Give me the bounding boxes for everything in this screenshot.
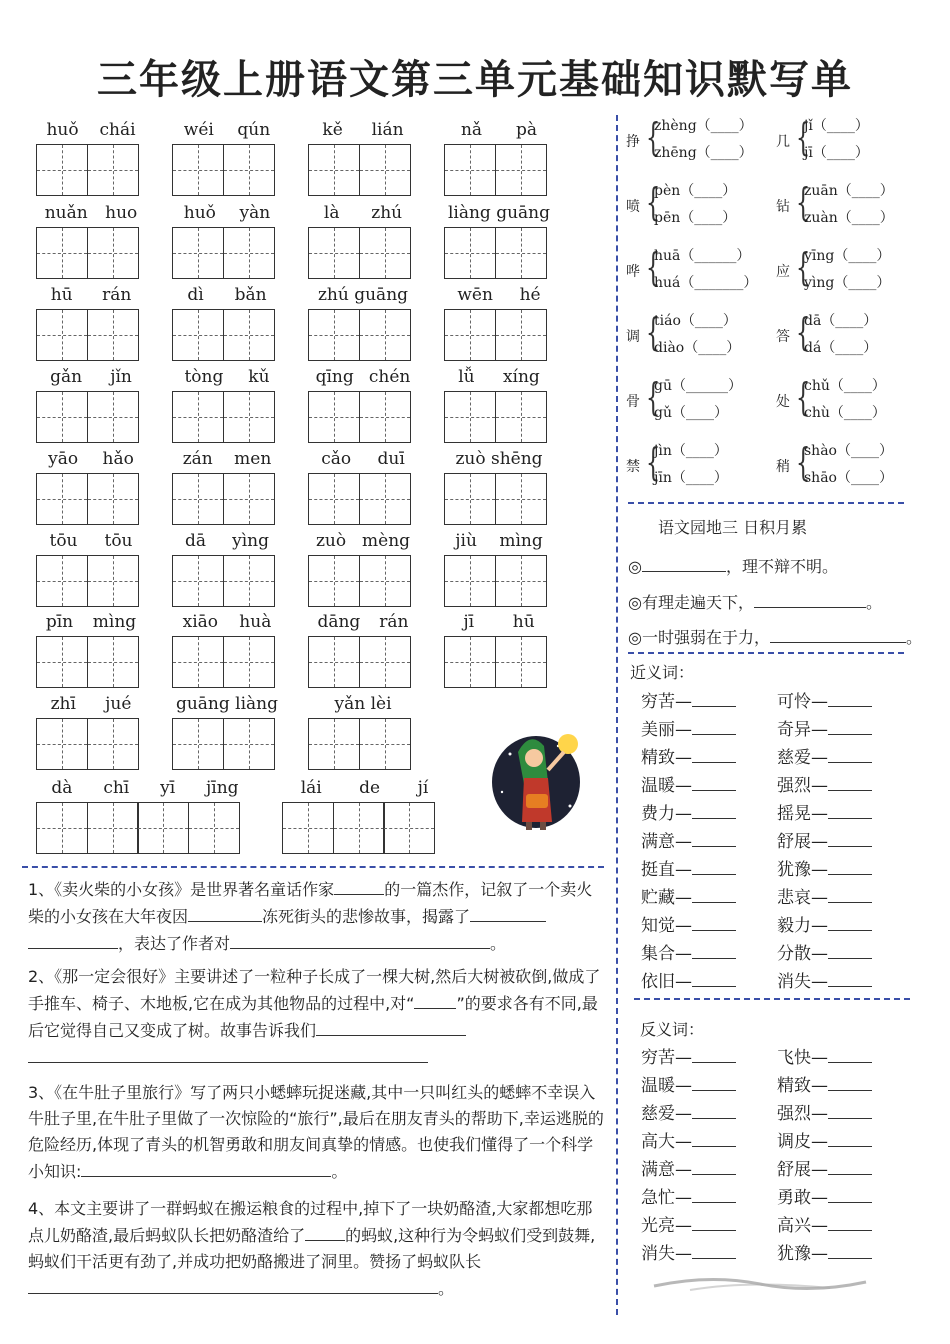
synonyms-heading: 近义词： [630,663,695,682]
writing-box[interactable] [495,636,547,688]
question-1: 1、《卖火柴的小女孩》是世界著名童话作家 的一篇杰作，记叙了一个卖火柴的小女孩在大年夜因 冻死街头的悲惨故事，揭露了，表达了作者对 。 [28,876,608,957]
answer-blank[interactable] [828,802,872,819]
word-item: 贮藏— [641,883,736,908]
reading-1[interactable]: tiáo（____） [654,313,737,329]
writing-box[interactable] [359,555,411,607]
word-item: 慈爱— [641,1099,736,1124]
writing-box[interactable] [36,391,88,443]
writing-box[interactable] [383,802,435,854]
reading-1[interactable]: shào（____） [804,443,893,459]
writing-box[interactable] [223,718,275,770]
pinyin-syllable: qīng [315,367,354,387]
writing-box[interactable] [36,473,88,525]
pinyin-syllable: lián [371,120,404,140]
brace-icon: { [795,245,811,289]
word-item: 舒展— [777,827,872,852]
word-item: 集合— [641,939,736,964]
word-item: 温暖— [641,771,736,796]
answer-blank[interactable] [828,858,872,875]
writing-box[interactable] [87,555,139,607]
garden-line-3: ◎一时强弱在于力， 。 [628,624,938,648]
pinyin-syllable: mèng [362,531,411,551]
pinyin-syllable: chén [368,367,411,387]
writing-box[interactable] [308,391,360,443]
reading-2[interactable]: pēn（____） [654,210,737,226]
word-item: 慈爱— [777,743,872,768]
answer-blank[interactable] [692,746,736,763]
writing-box[interactable] [172,144,224,196]
question-4: 4、本文主要讲了一群蚂蚁在搬运粮食的过程中,掉下了一块奶酪渣,大家都想吃那点儿奶酪渣,最后蚂蚁队长把奶酪渣给了 的蚂蚁,这种行为令蚂蚁们受到鼓舞,蚂蚁们干活更有劲了,并成功把奶酪搬进了洞里。赞扬了蚂蚁队长。 [28,1199,596,1298]
writing-box[interactable] [444,555,496,607]
answer-blank[interactable] [828,1242,872,1259]
writing-box[interactable] [308,473,360,525]
word-item: 消失— [777,967,872,992]
pinyin-syllable: huà [239,612,272,632]
word-item: 舒展— [777,1155,872,1180]
brace-icon: { [645,245,661,289]
answer-blank[interactable] [828,1130,872,1147]
word-item: 奇异— [777,715,872,740]
writing-box[interactable] [172,555,224,607]
brace-icon: { [795,375,811,419]
reading-2[interactable]: zhēng（____） [654,145,753,161]
answer-blank[interactable] [28,1275,438,1294]
writing-box[interactable] [36,227,88,279]
pinyin-syllable: pīn [45,612,74,632]
word-item: 可怜— [777,687,872,712]
writing-box[interactable] [87,309,139,361]
writing-box[interactable] [172,309,224,361]
writing-box[interactable] [495,473,547,525]
pinyin-syllable: gǎn [50,367,83,387]
word-item: 飞快— [777,1043,872,1068]
answer-blank[interactable] [828,690,872,707]
pinyin-syllable: guāng liàng [175,694,279,714]
word-item: 精致— [641,743,736,768]
pinyin-syllable: tōu [49,531,78,551]
answer-blank[interactable] [692,1214,736,1231]
brace-icon: { [795,440,811,484]
pinyin-syllable: hū [512,612,535,632]
writing-box[interactable] [223,473,275,525]
reading-1[interactable]: gū（______） [654,378,742,394]
writing-box[interactable] [87,718,139,770]
answer-blank[interactable] [770,624,906,643]
word-item: 穷苦— [641,1043,736,1068]
answer-blank[interactable] [230,930,490,949]
pinyin-syllable: chī [103,778,130,798]
polyphone-char: 哗 [626,264,640,280]
answer-blank[interactable] [692,858,736,875]
writing-box[interactable] [308,227,360,279]
pinyin-syllable: mìng [499,531,543,551]
writing-box[interactable] [223,636,275,688]
writing-box[interactable] [495,391,547,443]
word-item: 勇敢— [777,1183,872,1208]
reading-2[interactable]: huá（_______） [654,275,758,291]
pinyin-syllable: zhú [371,203,403,223]
answer-blank[interactable] [692,1102,736,1119]
polyphone-char: 处 [776,394,790,410]
polyphone-char: 骨 [626,394,640,410]
writing-box[interactable] [444,636,496,688]
pinyin-syllable: tòng [184,367,224,387]
reading-2[interactable]: yìng（____） [804,275,891,291]
brace-icon: { [795,180,811,224]
answer-blank[interactable] [305,1222,345,1241]
writing-box[interactable] [36,144,88,196]
answer-blank[interactable] [414,990,456,1009]
writing-box[interactable] [308,144,360,196]
writing-box[interactable] [36,802,88,854]
brace-icon: { [645,375,661,419]
word-item: 摇晃— [777,799,872,824]
writing-box[interactable] [444,227,496,279]
answer-blank[interactable] [642,553,726,572]
pinyin-syllable: jué [105,694,132,714]
word-item: 光亮— [641,1211,736,1236]
match-girl-illustration [488,722,588,834]
pinyin-syllable: dà [51,778,73,798]
word-item: 精致— [777,1071,872,1096]
writing-box[interactable] [495,309,547,361]
pinyin-syllable: yǎn lèi [334,694,392,714]
writing-box[interactable] [223,391,275,443]
pinyin-syllable: jiù [455,531,477,551]
pinyin-syllable: qún [237,120,271,140]
answer-blank[interactable] [828,718,872,735]
answer-blank[interactable] [692,1074,736,1091]
reading-1[interactable]: huā（______） [654,248,751,264]
answer-blank[interactable] [828,970,872,987]
pinyin-syllable: dā [185,531,207,551]
garden-line-2: ◎有理走遍天下， 。 [628,589,928,613]
answer-blank[interactable] [188,903,262,922]
writing-box[interactable] [495,227,547,279]
question-3: 3、《在牛肚子里旅行》写了两只小蟋蟀玩捉迷藏,其中一只叫红头的蟋蟀不幸误入牛肚子里,在牛肚子里做了一次惊险的“旅行”,最后在朋友青头的帮助下,幸运逃脱的危险经历,体现了青头的机智勇敢和朋友间真挚的情感。也使我们懂得了一个科学小知识: 。 [28,1083,604,1181]
word-item: 依旧— [641,967,736,992]
polyphone-char: 稍 [776,459,790,475]
writing-box[interactable] [495,144,547,196]
answer-blank[interactable] [828,774,872,791]
pinyin-syllable: huǒ [46,120,79,140]
section-divider [628,502,904,504]
word-item: 犹豫— [777,855,872,880]
answer-blank[interactable] [470,903,546,922]
writing-box[interactable] [308,718,360,770]
word-item: 犹豫— [777,1239,872,1264]
polyphone-char: 禁 [626,459,640,475]
pinyin-syllable: duī [377,449,405,469]
answer-blank[interactable] [692,718,736,735]
word-item: 强烈— [777,771,872,796]
word-item: 费力— [641,799,736,824]
pinyin-syllable: rán [102,285,132,305]
pinyin-syllable: zán [182,449,213,469]
pinyin-syllable: hé [519,285,541,305]
reading-2[interactable]: gǔ（____） [654,405,728,421]
word-item: 温暖— [641,1071,736,1096]
writing-box[interactable] [87,473,139,525]
pinyin-syllable: zhú guāng [317,285,409,305]
answer-blank[interactable] [692,1158,736,1175]
answer-blank[interactable] [28,1044,428,1063]
garden-line-1: ◎ ，理不辩不明。 [628,553,928,577]
section-divider [628,652,904,654]
polyphone-char: 挣 [626,134,640,150]
brace-icon: { [795,310,811,354]
writing-box[interactable] [223,227,275,279]
brace-icon: { [645,115,661,159]
pinyin-syllable: xiāo [182,612,219,632]
pinyin-syllable: tōu [104,531,133,551]
writing-box[interactable] [223,309,275,361]
brace-icon: { [795,115,811,159]
pinyin-syllable: wéi [183,120,214,140]
writing-box[interactable] [223,144,275,196]
pinyin-syllable: bǎn [234,285,267,305]
garden-heading: 语文园地三 日积月累 [658,518,808,537]
word-item: 满意— [641,827,736,852]
pinyin-syllable: zhī [50,694,76,714]
reading-1[interactable]: chǔ（____） [804,378,886,394]
section-divider [22,866,604,868]
writing-box[interactable] [359,227,411,279]
answer-blank[interactable] [828,1074,872,1091]
writing-box[interactable] [333,802,385,854]
pinyin-syllable: huo [105,203,138,223]
answer-blank[interactable] [692,886,736,903]
answer-blank[interactable] [828,746,872,763]
writing-box[interactable] [87,144,139,196]
word-item: 悲哀— [777,883,872,908]
answer-blank[interactable] [316,1017,466,1036]
polyphone-char: 几 [776,134,790,150]
pinyin-syllable: là [323,203,340,223]
answer-blank[interactable] [828,1102,872,1119]
answer-blank[interactable] [754,589,866,608]
pinyin-syllable: lái [300,778,322,798]
brace-icon: { [645,180,661,224]
pinyin-syllable: yāo [48,449,79,469]
brace-icon: { [645,440,661,484]
pinyin-syllable: wēn [457,285,493,305]
answer-blank[interactable] [828,942,872,959]
polyphone-char: 应 [776,264,790,280]
pinyin-syllable: huǒ [183,203,216,223]
word-item: 满意— [641,1155,736,1180]
word-item: 穷苦— [641,687,736,712]
answer-blank[interactable] [692,1130,736,1147]
answer-blank[interactable] [828,1158,872,1175]
pinyin-syllable: men [234,449,272,469]
pinyin-syllable: xíng [502,367,540,387]
word-item: 急忙— [641,1183,736,1208]
brace-icon: { [645,310,661,354]
reading-2[interactable]: jīn（____） [654,470,728,486]
writing-box[interactable] [36,555,88,607]
writing-box[interactable] [172,718,224,770]
word-item: 高兴— [777,1211,872,1236]
writing-box[interactable] [172,227,224,279]
reading-1[interactable]: zuān（____） [804,183,894,199]
writing-box[interactable] [172,636,224,688]
reading-1[interactable]: yīng（____） [804,248,891,264]
writing-box[interactable] [495,555,547,607]
pinyin-syllable: hǎo [102,449,134,469]
pinyin-syllable: rán [379,612,409,632]
polyphone-char: 答 [776,329,790,345]
polyphone-char: 调 [626,329,640,345]
pinyin-syllable: jī [463,612,475,632]
pinyin-syllable: zuò shēng [455,449,543,469]
vertical-divider [616,115,618,1315]
page-title: 三年级上册语文第三单元基础知识默写单 [97,56,853,103]
writing-box[interactable] [359,144,411,196]
pinyin-syllable: lǚ [458,367,475,387]
question-2: 2、《那一定会很好》主要讲述了一粒种子长成了一棵大树,然后大树被砍倒,做成了手推车、椅子、木地板,它在成为其他物品的过程中,对“ ”的要求各有不同,最后它觉得自己又变成了树。故事告诉我们 [28,964,608,1071]
answer-blank[interactable] [828,830,872,847]
answer-blank[interactable] [692,830,736,847]
reading-2[interactable]: dá（____） [804,340,878,356]
word-item: 强烈— [777,1099,872,1124]
writing-box[interactable] [36,309,88,361]
pinyin-syllable: nǎ [460,120,483,140]
word-item: 高大— [641,1127,736,1152]
writing-box[interactable] [188,802,240,854]
answer-blank[interactable] [828,1046,872,1063]
writing-box[interactable] [36,636,88,688]
answer-blank[interactable] [692,802,736,819]
reading-1[interactable]: jìn（____） [654,443,728,459]
writing-box[interactable] [444,391,496,443]
reading-1[interactable]: zhèng（____） [654,118,753,134]
writing-box[interactable] [172,391,224,443]
pinyin-syllable: jīng [206,778,239,798]
word-item: 毅力— [777,911,872,936]
pinyin-syllable: kǔ [248,367,270,387]
reading-2[interactable]: shāo（____） [804,470,893,486]
answer-blank[interactable] [692,690,736,707]
answer-blank[interactable] [692,1046,736,1063]
pinyin-syllable: jí [417,778,429,798]
word-item: 知觉— [641,911,736,936]
pinyin-syllable: zuò [315,531,347,551]
writing-box[interactable] [308,309,360,361]
pinyin-syllable: yìng [232,531,269,551]
writing-box[interactable] [87,391,139,443]
reading-2[interactable]: zuàn（____） [804,210,894,226]
pinyin-syllable: hū [50,285,73,305]
writing-box[interactable] [87,802,139,854]
pinyin-syllable: kě [322,120,343,140]
reading-2[interactable]: chù（____） [804,405,886,421]
answer-blank[interactable] [692,774,736,791]
writing-box[interactable] [359,309,411,361]
writing-box[interactable] [359,636,411,688]
writing-box[interactable] [359,718,411,770]
pinyin-syllable: pà [516,120,538,140]
writing-box[interactable] [444,309,496,361]
reading-2[interactable]: diào（____） [654,340,741,356]
pinyin-syllable: jǐn [110,367,132,387]
pinyin-syllable: chái [99,120,136,140]
word-item: 消失— [641,1239,736,1264]
writing-box[interactable] [308,636,360,688]
writing-box[interactable] [172,473,224,525]
writing-box[interactable] [444,144,496,196]
ink-brush-decoration [650,1270,870,1296]
writing-box[interactable] [137,802,189,854]
answer-blank[interactable] [28,930,118,949]
answer-blank[interactable] [692,1242,736,1259]
writing-box[interactable] [223,555,275,607]
pinyin-syllable: nuǎn [44,203,88,223]
pinyin-syllable: de [359,778,381,798]
polyphone-char: 钻 [776,199,790,215]
reading-1[interactable]: pèn（____） [654,183,737,199]
writing-box[interactable] [87,636,139,688]
writing-box[interactable] [36,718,88,770]
pinyin-syllable: dì [187,285,204,305]
section-divider [634,998,910,1000]
writing-box[interactable] [359,391,411,443]
answer-blank[interactable] [81,1158,331,1177]
answer-blank[interactable] [828,1214,872,1231]
pinyin-syllable: yī [160,778,176,798]
writing-box[interactable] [359,473,411,525]
pinyin-syllable: mìng [92,612,137,632]
answer-blank[interactable] [692,970,736,987]
answer-blank[interactable] [692,942,736,959]
pinyin-syllable: yàn [239,203,271,223]
pinyin-syllable: liàng guāng [447,203,551,223]
writing-box[interactable] [444,473,496,525]
answer-blank[interactable] [828,914,872,931]
pinyin-syllable: dāng [317,612,361,632]
pinyin-syllable: cǎo [321,449,352,469]
polyphone-char: 喷 [626,199,640,215]
reading-2[interactable]: jī（____） [804,145,869,161]
antonyms-heading: 反义词： [640,1020,705,1039]
answer-blank[interactable] [692,914,736,931]
answer-blank[interactable] [692,1186,736,1203]
word-item: 调皮— [777,1127,872,1152]
answer-blank[interactable] [828,1186,872,1203]
answer-blank[interactable] [828,886,872,903]
answer-blank[interactable] [334,876,384,895]
word-item: 分散— [777,939,872,964]
writing-box[interactable] [308,555,360,607]
reading-1[interactable]: jǐ（____） [804,118,869,134]
word-item: 挺直— [641,855,736,880]
writing-box[interactable] [87,227,139,279]
writing-box[interactable] [282,802,334,854]
reading-1[interactable]: dā（____） [804,313,878,329]
word-item: 美丽— [641,715,736,740]
